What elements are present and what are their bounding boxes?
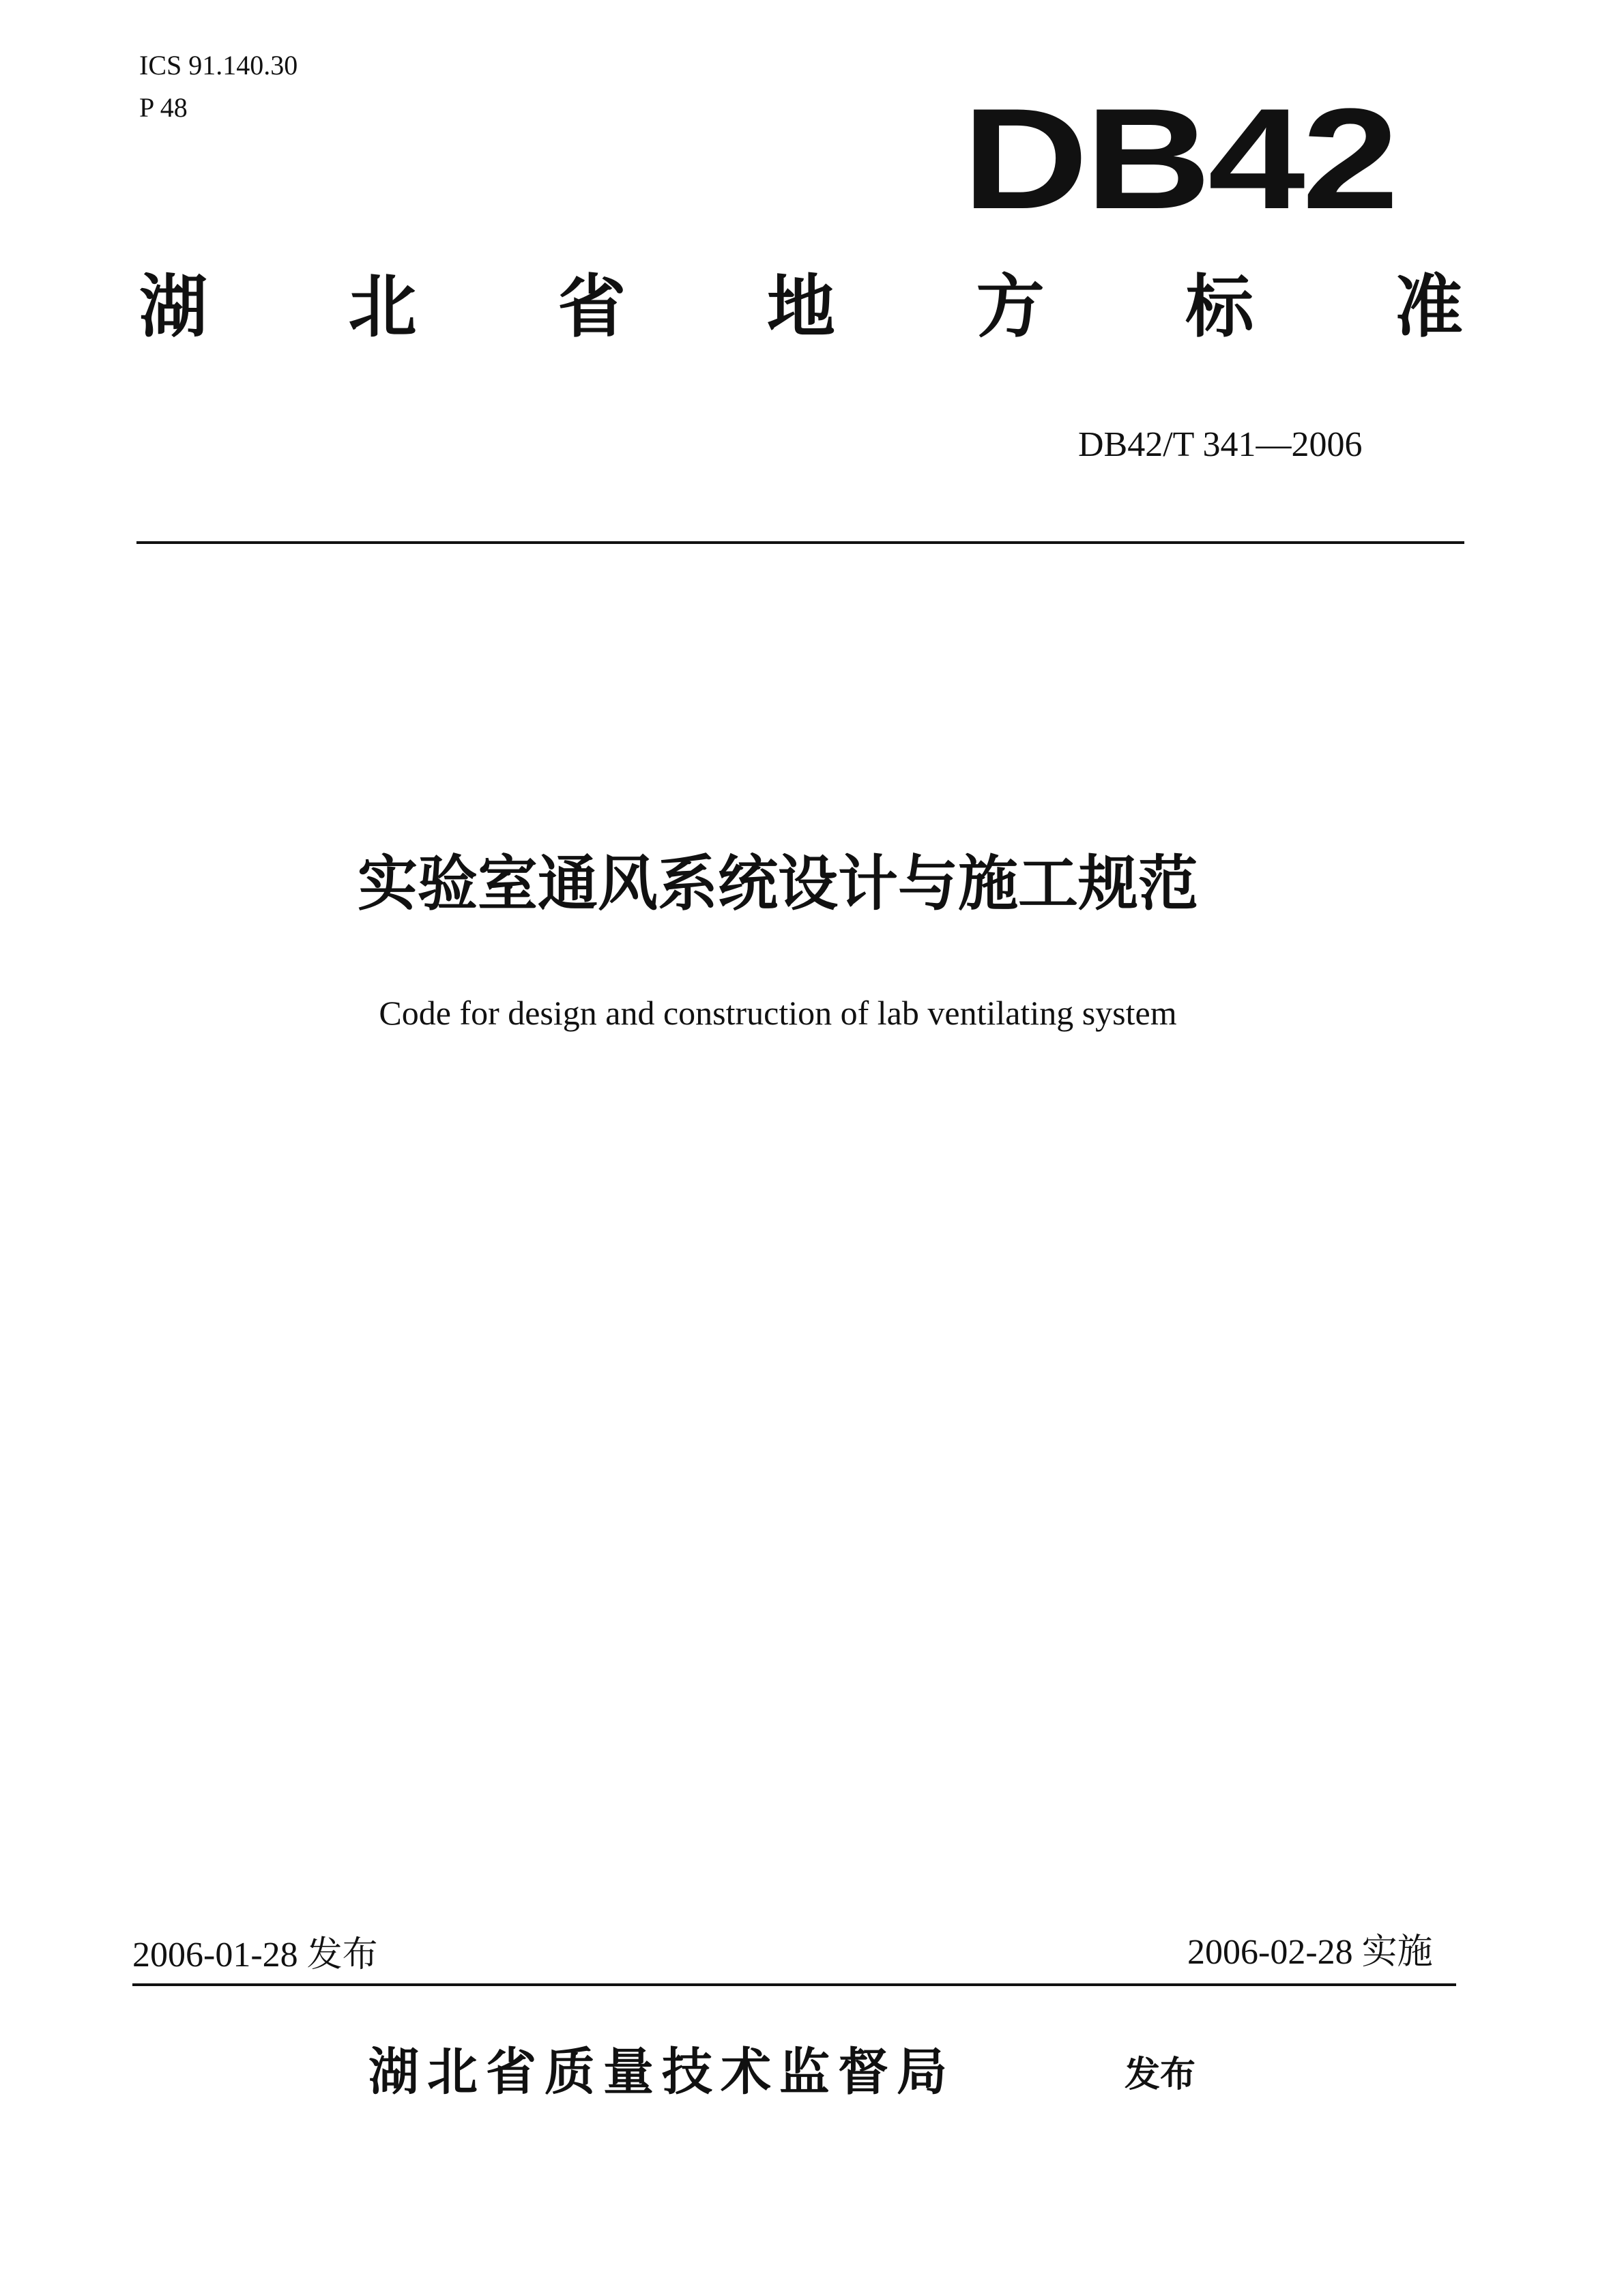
implement-label: 实施 [1361, 1932, 1433, 1972]
publisher-name: 湖北省质量技术监督局 [368, 2043, 955, 2101]
standard-type-char: 北 [348, 267, 417, 347]
db42-logo: DB42 [962, 78, 1396, 239]
issue-label: 发布 [306, 1934, 378, 1975]
standard-type-char: 准 [1394, 267, 1463, 347]
standard-type-char: 省 [557, 267, 626, 347]
issue-date: 2006-01-28 [132, 1936, 298, 1975]
classification-code: P 48 [139, 92, 188, 123]
implement-date-line [1187, 1930, 1433, 1975]
standard-type-heading [139, 266, 1463, 348]
footer-divider [132, 1983, 1456, 1986]
standard-type-char: 方 [976, 267, 1045, 347]
header-divider [136, 541, 1464, 544]
standard-number: DB42/T 341—2006 [1078, 425, 1363, 464]
standard-type-char: 地 [766, 267, 835, 347]
implement-date: 2006-02-28 [1187, 1933, 1353, 1972]
ics-code: ICS 91.140.30 [139, 50, 298, 81]
document-title-chinese: 实验室通风系统设计与施工规范 [357, 848, 1198, 919]
issue-date-line [132, 1933, 378, 1977]
standard-type-char: 湖 [139, 267, 207, 347]
document-title-english: Code for design and construction of lab ventilating system [379, 994, 1177, 1032]
publisher-suffix: 发布 [1125, 2054, 1196, 2095]
standard-type-char: 标 [1185, 267, 1254, 347]
